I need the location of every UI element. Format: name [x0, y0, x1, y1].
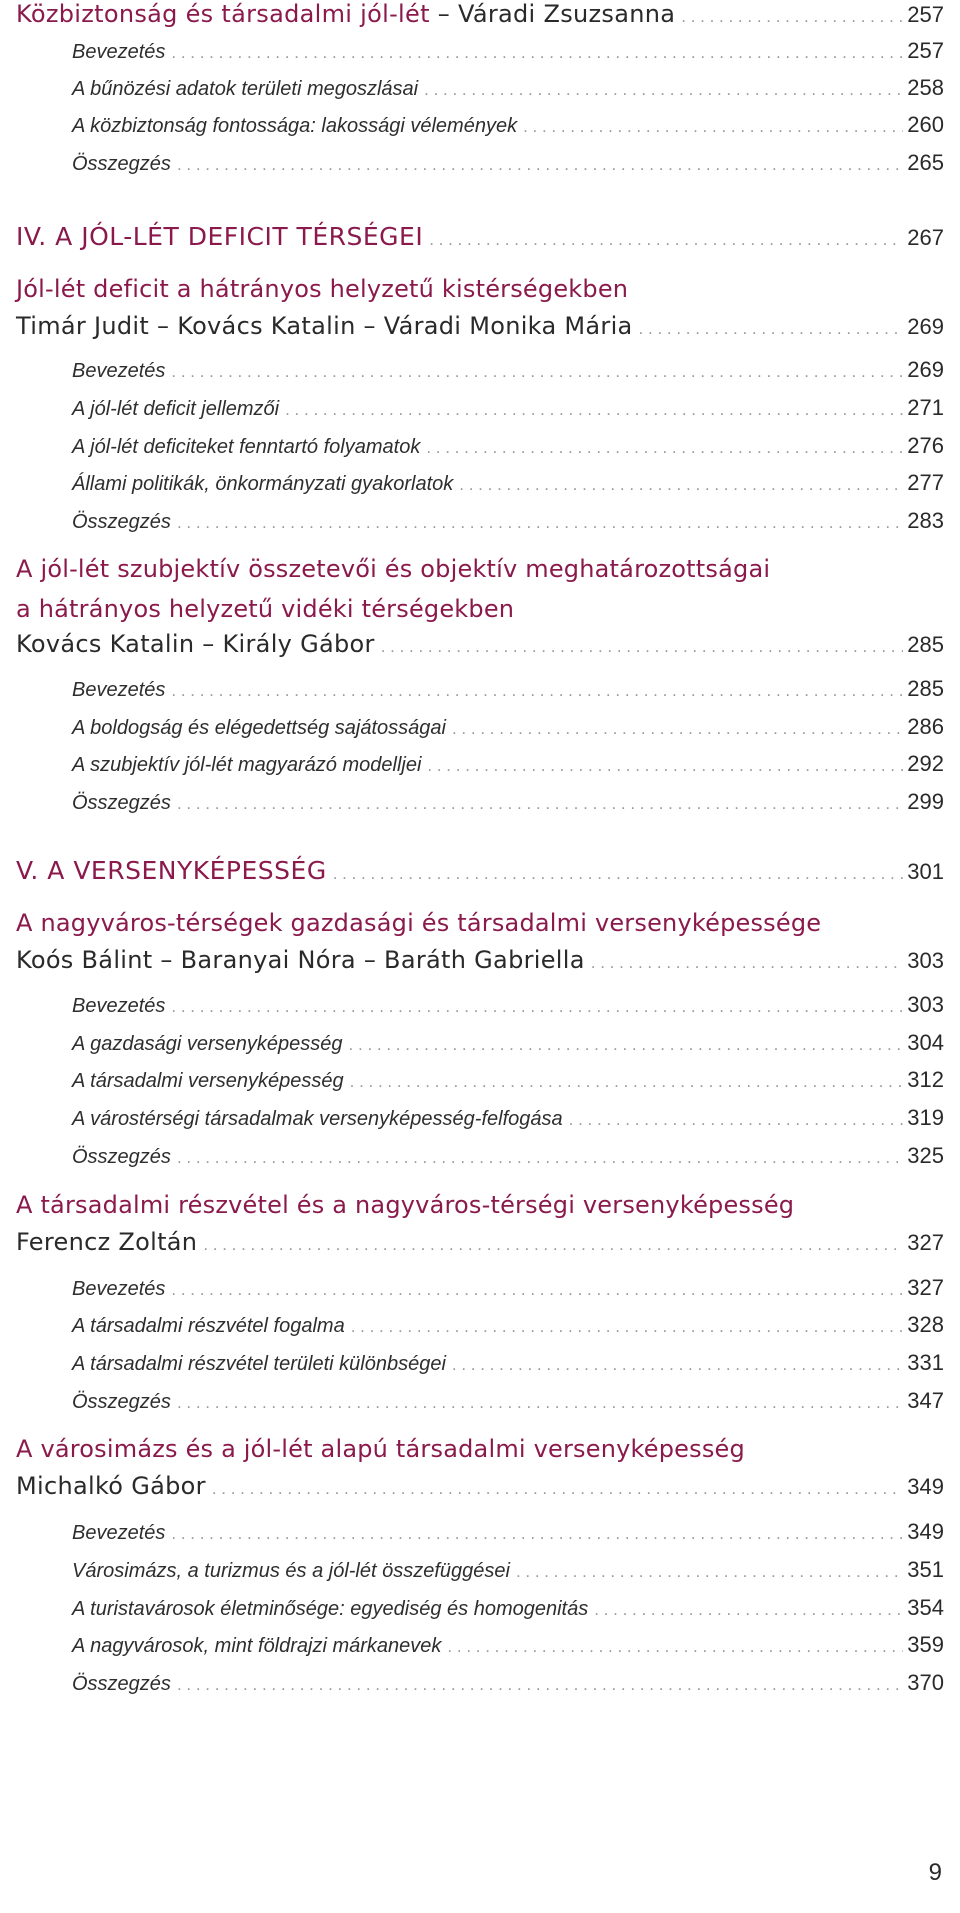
toc-entry-section[interactable]	[16, 1143, 944, 1169]
section-label: Összegzés	[72, 792, 171, 814]
toc-entry-section[interactable]	[16, 1030, 944, 1056]
chapter-title: A társadalmi részvétel és a nagyváros-térségi versenyképesség	[16, 1191, 795, 1219]
toc-entry-section[interactable]	[16, 1105, 944, 1131]
dot-leader	[177, 155, 903, 175]
toc-entry-section[interactable]	[16, 508, 944, 534]
section-label: Összegzés	[72, 1391, 171, 1413]
page-ref: 354	[907, 1595, 944, 1620]
page-ref: 269	[907, 357, 944, 382]
page-ref: 331	[907, 1350, 944, 1375]
section-label: Bevezetés	[72, 360, 166, 382]
page-ref: 319	[907, 1105, 944, 1130]
dot-leader	[591, 953, 904, 973]
dot-leader	[285, 400, 903, 420]
chapter-author: Kovács Katalin – Király Gábor	[16, 630, 375, 658]
chapter-title: A nagyváros-térségek gazdasági és társadalmi versenyképessége	[16, 909, 822, 937]
dot-leader	[171, 1524, 903, 1544]
dot-leader	[452, 1355, 903, 1375]
dot-leader	[171, 997, 903, 1017]
chapter-author: Timár Judit – Kovács Katalin – Váradi Monika Mária	[16, 312, 633, 340]
toc-entry-section[interactable]	[16, 112, 944, 138]
section-label: A nagyvárosok, mint földrajzi márkanevek	[72, 1635, 442, 1657]
dot-leader	[594, 1600, 903, 1620]
section-label: Bevezetés	[72, 995, 166, 1017]
toc-entry-section[interactable]	[16, 1670, 944, 1696]
toc-entry-section[interactable]	[16, 433, 944, 459]
section-label: A közbiztonság fontossága: lakossági vélemények	[72, 115, 518, 137]
toc-entry-section[interactable]	[16, 150, 944, 176]
section-label: A gazdasági versenyképesség	[72, 1033, 343, 1055]
section-label: A jól-lét deficit jellemzői	[72, 398, 280, 420]
section-label: A társadalmi részvétel területi különbségei	[72, 1353, 446, 1375]
dot-leader	[349, 1035, 904, 1055]
toc-entry-section[interactable]	[16, 1557, 944, 1583]
section-label: Bevezetés	[72, 41, 166, 63]
chapter-title: A városimázs és a jól-lét alapú társadalmi versenyképesség	[16, 1435, 745, 1463]
dot-leader	[452, 719, 903, 739]
dot-leader	[177, 1675, 903, 1695]
dot-leader	[427, 756, 903, 776]
page-ref: 312	[907, 1067, 944, 1092]
page-ref: 257	[907, 38, 944, 63]
page-ref: 267	[907, 225, 944, 250]
page-ref: 327	[907, 1230, 944, 1255]
chapter-author: Koós Bálint – Baranyai Nóra – Baráth Gabriella	[16, 946, 585, 974]
section-label: A szubjektív jól-lét magyarázó modelljei	[72, 754, 422, 776]
section-label: Bevezetés	[72, 1522, 166, 1544]
page-ref: 303	[907, 948, 944, 973]
toc-entry-section[interactable]	[16, 992, 944, 1018]
dot-leader	[171, 1280, 903, 1300]
dot-leader	[171, 43, 903, 63]
page-ref: 349	[907, 1519, 944, 1544]
toc-entry-chapter-author[interactable]	[16, 946, 944, 974]
toc-entry-section[interactable]	[16, 714, 944, 740]
toc-entry-part[interactable]	[16, 856, 944, 885]
chapter-title: Jól-lét deficit a hátrányos helyzetű kistérségekben	[16, 275, 629, 303]
page-ref: 328	[907, 1312, 944, 1337]
page-ref: 269	[907, 314, 944, 339]
toc-entry-section[interactable]	[16, 1067, 944, 1093]
toc-entry-section[interactable]	[16, 38, 944, 64]
chapter-title-line-1: A jól-lét szubjektív összetevői és objektív meghatározottságai	[16, 555, 771, 583]
page-ref: 292	[907, 751, 944, 776]
section-label: Összegzés	[72, 153, 171, 175]
toc-entry-section[interactable]	[16, 751, 944, 777]
chapter-author: Ferencz Zoltán	[16, 1228, 198, 1256]
toc-entry-section[interactable]	[16, 676, 944, 702]
dot-leader	[333, 864, 904, 884]
page-ref: 304	[907, 1030, 944, 1055]
page-number: 9	[928, 1859, 942, 1886]
chapter-title-line-2: a hátrányos helyzetű vidéki térségekben	[16, 595, 515, 623]
dot-leader	[639, 319, 904, 339]
page-ref: 276	[907, 433, 944, 458]
dot-leader	[381, 637, 904, 657]
section-label: Állami politikák, önkormányzati gyakorlatok	[72, 473, 454, 495]
dot-leader	[350, 1072, 904, 1092]
toc-entry-section[interactable]	[16, 1595, 944, 1621]
section-label: A társadalmi versenyképesség	[72, 1070, 344, 1092]
page-ref: 271	[907, 395, 944, 420]
toc-entry-section[interactable]	[16, 1350, 944, 1376]
section-label: Összegzés	[72, 1673, 171, 1695]
dot-leader	[516, 1562, 903, 1582]
dot-leader	[459, 475, 903, 495]
section-label: Városimázs, a turizmus és a jól-lét összefüggései	[72, 1560, 510, 1582]
dot-leader	[523, 117, 903, 137]
dot-leader	[569, 1110, 904, 1130]
toc-entry-section[interactable]	[16, 470, 944, 496]
dot-leader	[171, 362, 903, 382]
dot-leader	[351, 1317, 904, 1337]
dot-leader	[681, 7, 903, 27]
toc-entry-section[interactable]	[16, 357, 944, 383]
section-label: A bűnözési adatok területi megoszlásai	[72, 78, 419, 100]
toc-entry-section[interactable]	[16, 395, 944, 421]
page-ref: 260	[907, 112, 944, 137]
toc-entry-chapter-author[interactable]	[16, 630, 944, 658]
section-label: A turistavárosok életminősége: egyediség és homogenitás	[72, 1598, 589, 1620]
page-ref: 258	[907, 75, 944, 100]
dot-leader	[177, 513, 903, 533]
part-label: IV. A JÓL-LÉT DEFICIT TÉRSÉGEI	[16, 222, 424, 251]
section-label: Bevezetés	[72, 1278, 166, 1300]
part-label: V. A VERSENYKÉPESSÉG	[16, 856, 327, 885]
section-label: Bevezetés	[72, 679, 166, 701]
page-ref: 349	[907, 1474, 944, 1499]
page-ref: 277	[907, 470, 944, 495]
dot-leader	[426, 438, 903, 458]
dot-leader	[177, 1148, 903, 1168]
toc-entry-section[interactable]	[16, 789, 944, 815]
page-ref: 351	[907, 1557, 944, 1582]
page-ref: 359	[907, 1632, 944, 1657]
dot-leader	[203, 1235, 903, 1255]
dot-leader	[429, 230, 903, 250]
section-label: A boldogság és elégedettség sajátosságai	[72, 717, 446, 739]
section-label: Összegzés	[72, 511, 171, 533]
toc-entry-chapter-author[interactable]	[16, 312, 944, 340]
section-label: Összegzés	[72, 1146, 171, 1168]
section-label: A társadalmi részvétel fogalma	[72, 1315, 345, 1337]
dot-leader	[424, 80, 903, 100]
page-ref: 285	[907, 676, 944, 701]
title-separator: –	[429, 0, 458, 28]
page-ref: 299	[907, 789, 944, 814]
dot-leader	[447, 1637, 903, 1657]
toc-entry-chapter-author[interactable]	[16, 1472, 944, 1500]
page-ref: 285	[907, 632, 944, 657]
section-label: A várostérségi társadalmak versenyképesség-felfogása	[72, 1108, 563, 1130]
toc-entry-chapter-author[interactable]	[16, 0, 944, 28]
dot-leader	[177, 1393, 903, 1413]
chapter-author: Váradi Zsuzsanna	[457, 0, 676, 28]
toc-entry-section[interactable]	[16, 1275, 944, 1301]
toc-entry-section[interactable]	[16, 1388, 944, 1414]
page-ref: 325	[907, 1143, 944, 1168]
toc-entry-section[interactable]	[16, 1632, 944, 1658]
dot-leader	[212, 1479, 903, 1499]
page-ref: 301	[907, 859, 944, 884]
dot-leader	[171, 681, 903, 701]
toc-entry-section[interactable]	[16, 75, 944, 101]
page-ref: 283	[907, 508, 944, 533]
page-ref: 303	[907, 992, 944, 1017]
section-label: A jól-lét deficiteket fenntartó folyamatok	[72, 436, 421, 458]
page-ref: 347	[907, 1388, 944, 1413]
toc-entry-part[interactable]	[16, 222, 944, 251]
dot-leader	[177, 794, 903, 814]
toc-entry-chapter-author[interactable]	[16, 1228, 944, 1256]
toc-entry-section[interactable]	[16, 1519, 944, 1545]
toc-entry-section[interactable]	[16, 1312, 944, 1338]
page-ref: 265	[907, 150, 944, 175]
page-ref: 327	[907, 1275, 944, 1300]
page-ref: 370	[907, 1670, 944, 1695]
page-ref: 286	[907, 714, 944, 739]
chapter-title: Közbiztonság és társadalmi jól-lét	[16, 0, 430, 28]
page-ref: 257	[907, 2, 944, 27]
chapter-author: Michalkó Gábor	[16, 1472, 206, 1500]
